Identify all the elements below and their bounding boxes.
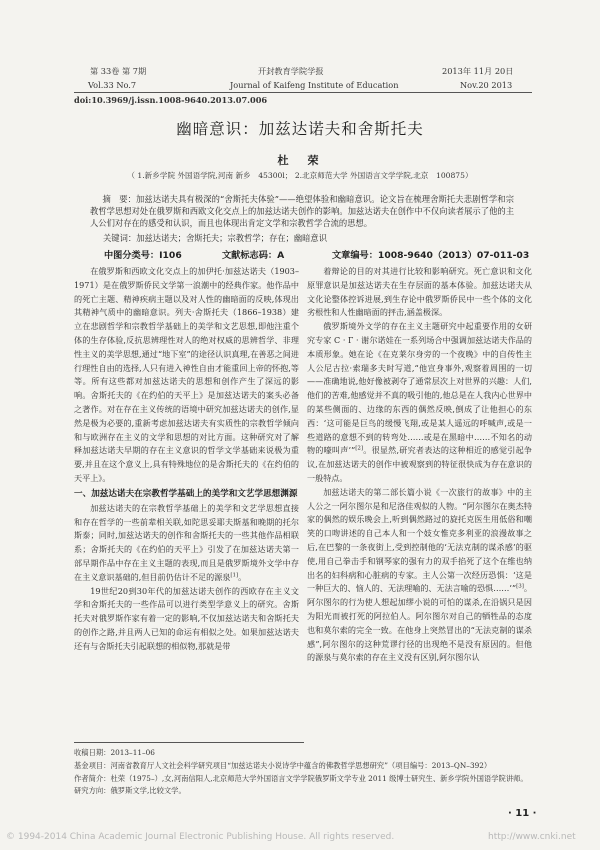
article-number: 文章编号：1008-9640（2013）07-011-03 — [332, 250, 530, 261]
keywords: 关键词：加兹达诺夫；舍斯托夫；宗教哲学；存在；幽暗意识 — [103, 233, 328, 243]
right-paragraph-3-text: 加兹达诺夫的第二部长篇小说《一次旅行的故事》中的主人公之一阿尔图尔是和尼洛佳观似的人物。“阿尔图尔在奥杰特家的偶然的娱乐晚会上,听到偶然路过的旋托克医生用低俗和嘲笑的口吻讲述的自己本人和一个妓女惟克多利亚的浪漫故事之后,在巴黎的一条夜街上,受到控制他的‘无法克制的谋杀感’的驱使,用自己拳击手和钢琴家的强有力的双手掐死了这个在维也纳出名的妇科病和心脏病的专家。主人公第一次经历恐惧：‘这是一种巨大的、恼人的、无法理喻的、无法言喻的恐惧……’” — [307, 486, 532, 594]
copyright-watermark: © 1994-2014 China Academic Journal Electronic Publishing House. All rights reserved. — [6, 832, 395, 842]
footnote-received: 收稿日期：2013–11–06 — [74, 748, 155, 757]
header-journal-en: Journal of Kaifeng Institute of Education — [230, 80, 399, 90]
doi[interactable]: doi:10.3969/j.issn.1008-9640.2013.07.006 — [74, 95, 268, 105]
footnote-rule — [74, 742, 304, 743]
left-paragraph-1: 在俄罗斯和西欧文化交点上的加伊托·加兹达诺夫（1903–1971）是在俄罗斯侨民文学第一浪潮中的经典作家。他作品中的死亡主题、精神疾病主题以及对人性的幽暗面的反映,体现出其精神气质中的幽暗意识。列夫·舍斯托夫（1866–1938）建立在悲剧哲学和宗教哲学基础上的美学和文艺思想,即他注重个体的生存体验,反抗思辨理性对人的绝对权威的思辨哲学、非理性主义的美学思想,通过“地下室”的途径认识真理,在善恶之间进行理性自由的选择,人只有进入神性自由才能重回上帝的怀抱,等等。所有这些都对加兹达诺夫的思想和创作产生了深远的影响。舍斯托夫的《在约伯的天平上》是加兹达诺夫的案头必备之著作。对在存在主义传统的语境中研究加兹达诺夫的创作,显然是极为必要的,重新考虑加兹达诺夫有实质性的宗教哲学倾向和与欧洲存在主义的文学和思想的对比方面。这种研究对了解释加兹达诺夫早期的存在主义意识的哲学文学基础来说极为重要,并且在这个意义上,具有特殊地位的是舍斯托夫的《在约伯的天平上》。 — [74, 266, 299, 483]
header-rule — [74, 92, 532, 93]
header-journal-cn: 开封教育学院学报 — [258, 66, 324, 76]
abstract: 摘 要：加兹达诺夫具有极深的“舍斯托夫体验”——绝望体验和幽暗意识。论文旨在梳理舍斯托夫悲剧哲学和宗教哲学思想对处在俄罗斯和西欧文化交点上的加兹达诺夫创作的影响。加兹达诺夫在创作中不仅向读者展示了他的主人公们对存在的感受和认识，而且也体现出肯定文学和宗教哲学合流的思想。 — [90, 194, 514, 228]
left-paragraph-2 — [74, 502, 299, 585]
clc-number: 中图分类号：I106 — [104, 250, 182, 261]
header-volume-cn: 第 33卷 第 7期 — [90, 66, 147, 76]
left-paragraph-3: 19世纪20到30年代的加兹达诺夫创作的西欧存在主义文学和舍斯托夫的一些作品可以进行类型学意义上的研究。舍斯托夫对俄罗斯作家有着一定的影响,不仅加兹达诺夫和舍斯托夫的创作之路,并且两人已知的命运有相似之处。如果加兹达诺夫还有与舍斯托夫引起联想的相似物,那就是带 — [74, 585, 299, 651]
right-column — [307, 265, 532, 665]
right-paragraph-3-end: 。阿尔图尔的行为使人想起加缪小说的可怕的谋杀,在沿锅只是因为阳光而被打死的阿拉伯人。阿尔图尔对自己的牺牲品的态度也和莫尔索的完全一致。在他身上突然冒出的“无法克制的谋杀感”,阿尔图尔的这种荒谬行径的出现绝不是没有原因的。但他的源泉与莫尔索的存在主义没有区别,阿尔图尔认 — [307, 583, 532, 663]
author-name: 杜 荣 — [277, 154, 323, 167]
document-code: 文献标志码：A — [222, 250, 285, 261]
header-volume-en: Vol.33 No.7 — [88, 80, 137, 90]
page-number: · 11 · — [508, 808, 537, 819]
footnote-author-info: 作者简介：杜荣（1975–）,女,河南信阳人,北京师范大学外国语言文学学院俄罗斯文学专业 2011 级博士研究生、新乡学院外国语学院讲师。研究方向：俄罗斯文学,比较文学。 — [74, 774, 528, 795]
author-affiliation: （ 1.新乡学院 外国语学院,河南 新乡 45300l； 2.北京师范大学 外国语言文学学院,北京 100875） — [127, 171, 473, 180]
citation-1[interactable]: [1] — [230, 572, 239, 579]
cnki-url[interactable]: http://www.cnki.net — [488, 832, 576, 842]
right-paragraph-3 — [307, 486, 532, 665]
left-column — [74, 265, 299, 654]
left-paragraph-2-end: 。 — [238, 571, 247, 582]
right-paragraph-2-text: 俄罗斯境外文学的存在主义主题研究中起重要作用的女研究专家 C · Г · 谢尔诺娃在一系列场合中强调加兹达诺夫作品的本质形象。她在论《在克莱尔身旁的一个夜晚》中的自传性主人公尼古拉·索瑞多夫时写道,“他宣身事外,观察着周围的一切——准确地说,他好像被剥夺了通常层次上对世界的兴趣：人们,他们的苦难,他感觉并不真的吸引他的,他总是在人我内心世界中的某些侧面的、边缘的东西的偶然反映,倒成了让他担心的东西：‘这可能是巨鸟的缓慢飞翔,或是某人遥远的呼喊声,或是一些道路的意想不到的转弯处……或是在黑暗中……不知名的动物的嚎叫声’” — [307, 321, 532, 456]
citation-3[interactable]: [3] — [516, 583, 524, 590]
right-paragraph-1: 着辩论的目的对其进行比较和影响研究。死亡意识和文化原罪意识是加兹达诺夫在生存层面的基本体验。加兹达诺夫从文化论整体控诉进展,到生存论中俄罗斯侨民中一些个体的文化劣根性和人性幽暗面的抨击,涵盖极深。 — [307, 266, 532, 318]
header-date-cn: 2013年 11月 20日 — [442, 66, 514, 76]
citation-2[interactable]: [2] — [355, 445, 364, 452]
left-paragraph-2-text: 加兹达诺夫的在宗教哲学基础上的美学和文艺学思想直接和存在哲学的一些前辈相关联,如陀思妥耶夫斯基和晚期的托尔斯泰；同时,加兹达诺夫的创作和舍斯托夫的一些其他作品相联系；舍斯托夫的《在约伯的天平上》引发了在加兹达诺夫第一部早期作品中存在主义主题的表现,而且是俄罗斯境外文学中存在主义意识基础的,但目前仍估计不足的源泉 — [74, 502, 299, 582]
right-paragraph-2-end: 。很显然,研究者表达的这种相近的感觉引起争议,在加兹达诺夫的创作中被观察到的特征很快成为存在意识的一般特点。 — [307, 445, 532, 483]
article-title: 幽暗意识：加兹达诺夫和舍斯托夫 — [176, 120, 424, 138]
footnote-fund: 基金项目：河南省教育厅人文社会科学研究项目“加兹达诺夫小说诗学中蕴含的佛教哲学思想研究”（项目编号：2013–QN–392） — [74, 761, 492, 770]
header-date-en: Nov.20 2013 — [460, 80, 513, 90]
section-heading-1: 一、加兹达诺夫在宗教哲学基础上的美学和文艺学思想渊源 — [74, 488, 298, 499]
right-paragraph-2 — [307, 320, 532, 486]
